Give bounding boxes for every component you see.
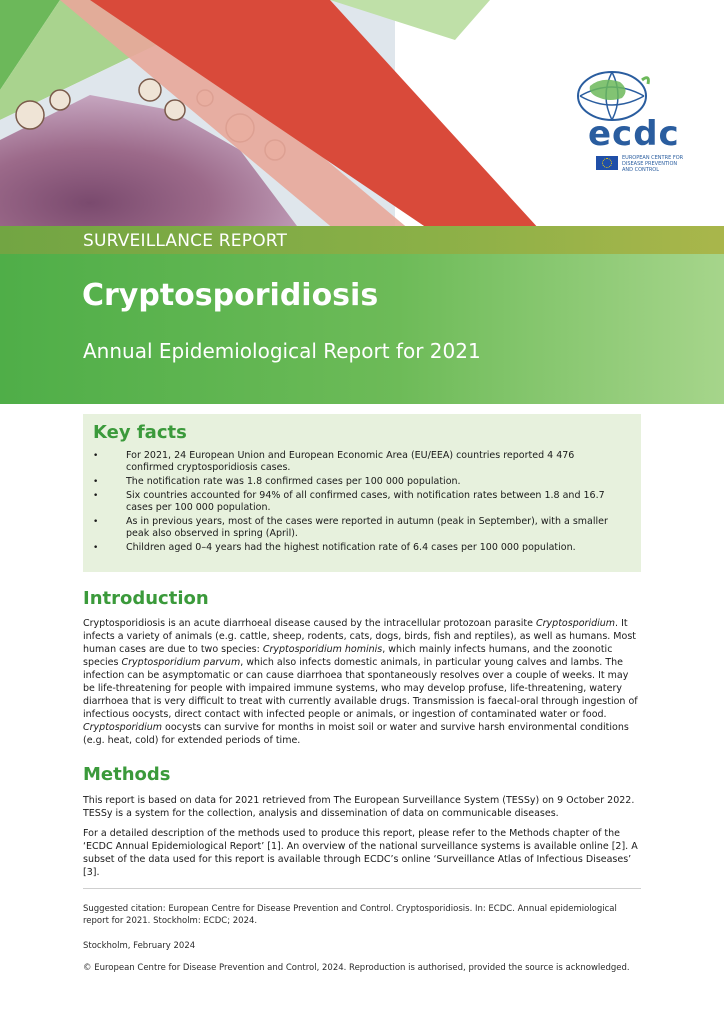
org-line: EUROPEAN CENTRE FOR (622, 155, 684, 161)
list-item (83, 450, 623, 474)
bullet-icon: • (93, 517, 99, 527)
bullet-icon: • (93, 491, 99, 501)
methods-paragraph: For a detailed description of the methods used to produce this report, please refer to the Methods chapter of the ‘ECDC Annual Epidemiological Report’ [1]. An overview of the national surveillance systems is available online [2]. A subset of the data used for this report is available through ECDC’s online ‘Surveillance Atlas of Infectious Diseases’ [3]. (83, 828, 638, 878)
key-fact-text: As in previous years, most of the cases were reported in autumn (peak in September), with a smaller peak also observed in spring (April). (126, 516, 608, 539)
text-run: , which mainly infects humans, and the zoonotic species (83, 644, 613, 668)
introduction-paragraph (83, 617, 641, 747)
key-facts-list (83, 450, 623, 556)
key-facts-box (83, 414, 641, 572)
ecdc-org-name (622, 155, 692, 173)
org-line: AND CONTROL (622, 167, 660, 173)
suggested-citation: Suggested citation: European Centre for Disease Prevention and Control. Cryptosporidiosis. In: ECDC. Annual epidemiological report for 2021. Stockholm: ECDC; 2024. (83, 904, 617, 926)
text-run: Cryptosporidiosis is an acute diarrhoeal disease caused by the intracellular protozoan parasite (83, 618, 537, 629)
bullet-icon: • (93, 543, 99, 553)
list-item (83, 476, 623, 488)
key-fact-text: Six countries accounted for 94% of all confirmed cases, with notification rates between 1.8 and 16.7 cases per 100 000 population. (126, 490, 605, 513)
key-facts-heading: Key facts (93, 422, 187, 443)
footer-divider (83, 888, 641, 889)
species-name: Cryptosporidium (536, 618, 616, 629)
introduction-body (83, 617, 641, 747)
ecdc-logo (568, 68, 693, 178)
list-item (83, 516, 623, 540)
key-fact-text: For 2021, 24 European Union and European Economic Area (EU/EEA) countries reported 4 476 confirmed cryptosporidiosis cases. (126, 450, 575, 473)
methods-body (83, 794, 641, 879)
text-run: oocysts can survive for months in moist soil or water and survive harsh environmental conditions (e.g. heat, cold) for extended periods of time. (83, 722, 629, 746)
species-name: Cryptosporidium hominis (262, 644, 383, 655)
report-type: SURVEILLANCE REPORT (83, 231, 288, 251)
species-name: Cryptosporidium parvum (121, 657, 241, 668)
page-subtitle: Annual Epidemiological Report for 2021 (83, 339, 481, 363)
bullet-icon: • (93, 451, 99, 461)
text-run: . It infects a variety of animals (e.g. cattle, sheep, rodents, cats, dogs, birds, fish and reptiles), as well as humans. Most human cases are due to two species: (83, 618, 636, 655)
introduction-heading: Introduction (83, 588, 209, 609)
list-item (83, 490, 623, 514)
text-run: , which also infects domestic animals, in particular young calves and lambs. The infection can be asymptomatic or can cause diarrhoea that spontaneously resolves over a couple of weeks. It may be life-threatening for people with impaired immune systems, who may develop profuse, life-threatening, watery diarrhoea that is very difficult to treat with currently available drugs. Transmission is faecal-oral through ingestion of infectious oocysts, direct contact with infected people or animals, or ingestion of contaminated water or food. (83, 657, 638, 720)
key-fact-text: The notification rate was 1.8 confirmed cases per 100 000 population. (126, 476, 461, 487)
key-fact-text: Children aged 0–4 years had the highest notification rate of 6.4 cases per 100 000 population. (126, 542, 576, 553)
title-banner (0, 226, 724, 404)
list-item (83, 542, 623, 554)
species-name: Cryptosporidium (83, 722, 163, 733)
eu-flag-icon (596, 156, 618, 170)
methods-heading: Methods (83, 764, 171, 785)
org-line: DISEASE PREVENTION (622, 161, 678, 167)
methods-paragraph: This report is based on data for 2021 retrieved from The European Surveillance System (TESSy) on 9 October 2022. TESSy is a system for the collection, analysis and dissemination of data on communicable diseases. (83, 795, 635, 819)
copyright-notice: © European Centre for Disease Prevention and Control, 2024. Reproduction is authorised, provided the source is acknowledged. (83, 963, 630, 973)
bullet-icon: • (93, 477, 99, 487)
place-date: Stockholm, February 2024 (83, 941, 196, 951)
ecdc-wordmark: ecdc (588, 114, 680, 154)
page-title: Cryptosporidiosis (82, 278, 379, 313)
